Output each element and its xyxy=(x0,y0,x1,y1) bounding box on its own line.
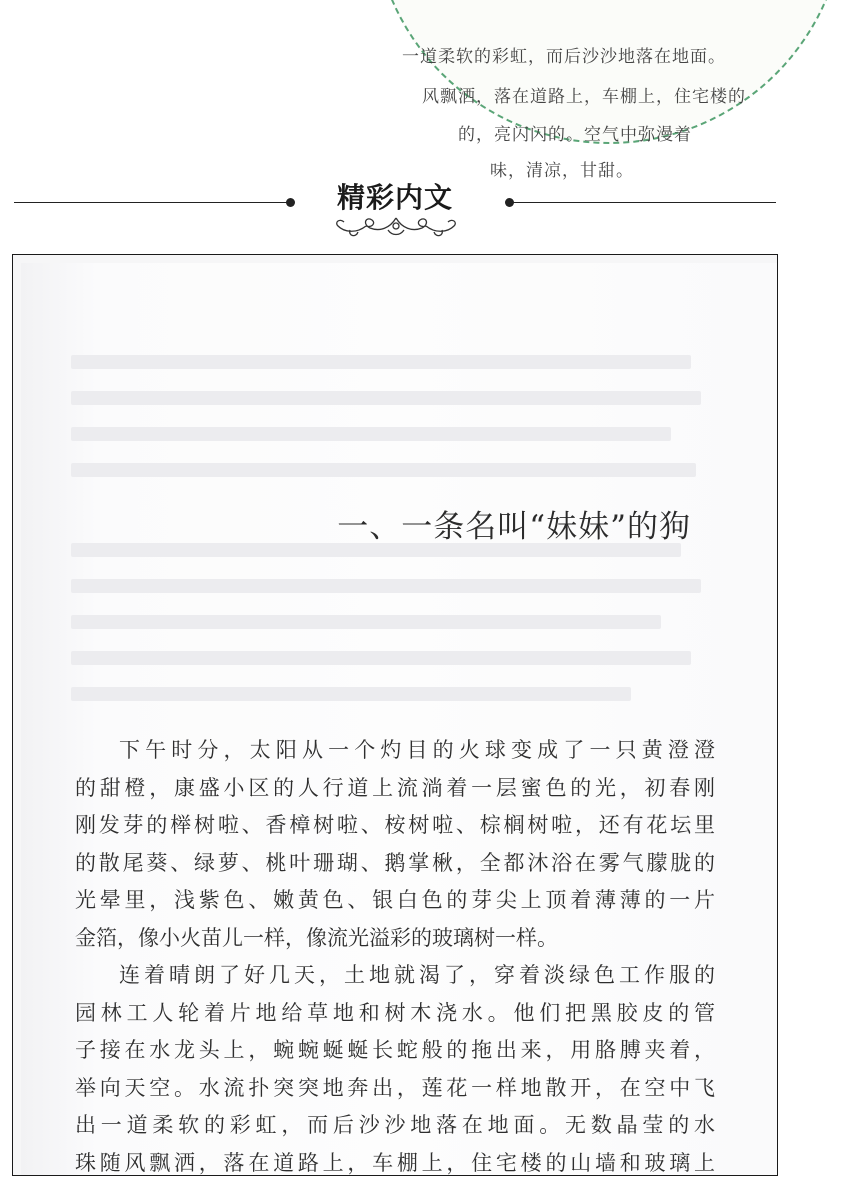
text-line: 金箔，像小火苗儿一样，像流光溢彩的玻璃树一样。 xyxy=(75,920,715,958)
show-through-line xyxy=(71,579,701,593)
show-through-line xyxy=(71,463,696,477)
section-header xyxy=(0,170,790,250)
show-through-line xyxy=(71,687,631,701)
chapter-title: 一、一条名叫“妹妹”的狗 xyxy=(337,501,691,546)
paragraph xyxy=(75,957,715,1182)
text-line: 连着晴朗了好几天，土地就渴了，穿着淡绿色工作服的 xyxy=(75,957,715,995)
text-line: 举向天空。水流扑突突地奔出，莲花一样地散开，在空中飞 xyxy=(75,1070,715,1108)
text-line: 的散尾葵、绿萝、桃叶珊瑚、鹅掌楸，全都沐浴在雾气朦胧的 xyxy=(75,845,715,883)
excerpt-lines xyxy=(374,0,844,142)
show-through-line xyxy=(71,615,661,629)
excerpt-bubble xyxy=(372,0,846,144)
body-text xyxy=(75,732,715,1182)
book-page-frame xyxy=(12,254,778,1176)
excerpt-line: 一道柔软的彩虹，而后沙沙地落在地面。 xyxy=(402,42,726,67)
book-page xyxy=(21,263,777,1175)
text-line: 的甜橙，康盛小区的人行道上流淌着一层蜜色的光，初春刚 xyxy=(75,770,715,808)
show-through-line xyxy=(71,651,691,665)
text-line: 出一道柔软的彩虹，而后沙沙地落在地面。无数晶莹的水 xyxy=(75,1107,715,1145)
paragraph xyxy=(75,732,715,957)
excerpt-line: 味，清凉，甘甜。 xyxy=(490,156,634,181)
show-through-line xyxy=(71,391,701,405)
text-line: 刚发芽的榉树啦、香樟树啦、桉树啦、棕榈树啦，还有花坛里 xyxy=(75,807,715,845)
excerpt-line: 的，亮闪闪的。空气中弥漫着 xyxy=(458,120,692,145)
text-line: 园林工人轮着片地给草地和树木浇水。他们把黑胶皮的管 xyxy=(75,995,715,1033)
text-line: 珠随风飘洒，落在道路上，车棚上，住宅楼的山墙和玻璃上 xyxy=(75,1145,715,1182)
show-through-line xyxy=(71,355,691,369)
section-title: 精彩内文 xyxy=(0,176,790,216)
excerpt-line: 风飘洒，落在道路上，车棚上，住宅楼的 xyxy=(422,82,746,107)
text-line: 下午时分，太阳从一个灼目的火球变成了一只黄澄澄 xyxy=(75,732,715,770)
text-line: 子接在水龙头上，蜿蜿蜒蜒长蛇般的拖出来，用胳膊夹着， xyxy=(75,1032,715,1070)
flourish-ornament-icon xyxy=(330,214,462,240)
text-line: 光晕里，浅紫色、嫩黄色、银白色的芽尖上顶着薄薄的一片 xyxy=(75,882,715,920)
header-rule-right xyxy=(506,202,776,203)
show-through-line xyxy=(71,427,671,441)
